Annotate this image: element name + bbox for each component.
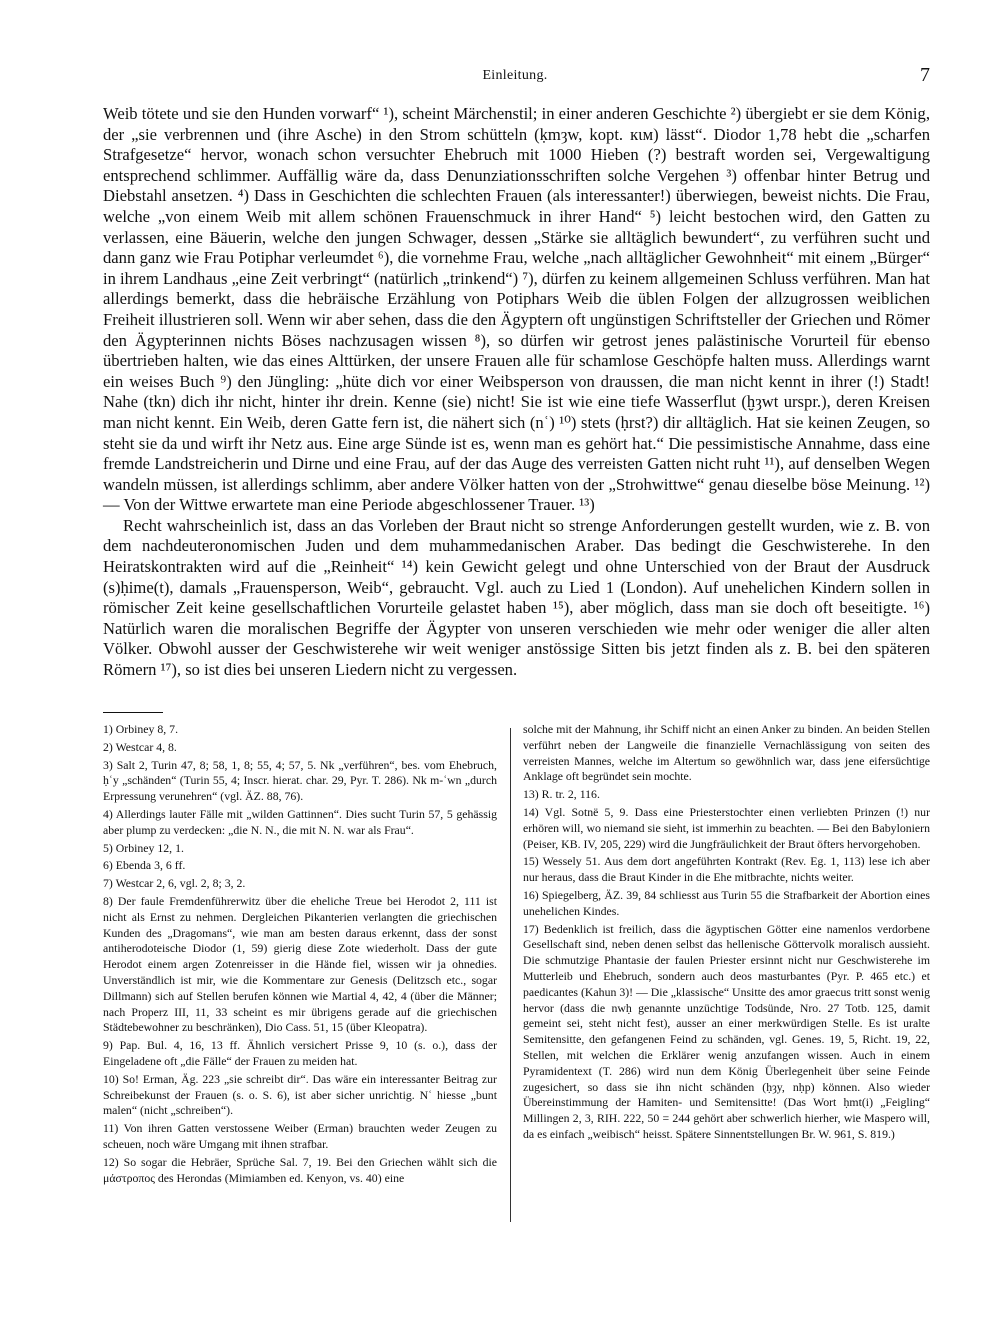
footnote: 5) Orbiney 12, 1. — [103, 840, 184, 855]
main-text — [103, 104, 930, 681]
footnotes-right-column — [523, 722, 930, 1145]
footnote: 6) Ebenda 3, 6 ff. — [103, 858, 186, 873]
paragraph: Weib tötete und sie den Hunden vorwarf“ ¹), scheint Märchenstil; in einer anderen Geschichte ²) übergiebt er sie dem König, der „sie verbrennen und (ihre Asche) in den Strom schütteln (ḳmȝw, kopt. кιм) lässt“. Diodor 1,78 hebt die „scharfen Strafgesetze“ hervor, wonach schon versuchter Ehebruch mit 1000 Hieben (?) bestraft worden sei, Vergewaltigung entsprechend schlimmer. Auffällig wäre da, dass Denunziationsschriften solche Vergehen ³) offenbar hinter Betrug und Diebstahl ansetzen. ⁴) Dass in Geschichten die schlechten Frauen (als interessanter!) überwiegen, beweist nichts. Die Frau, welche „von einem Weib mit allem schönen Frauenschmuck in ihrer Hand“ ⁵) leicht bestochen wird, den Gatten zu verlassen, eine Bäuerin, welche den jungen Schwager, dessen „Stärke sie alltäglich bewundert“, zu verführen sucht und dann ganz wie Frau Potiphar verleumdet ⁶), die vornehme Frau, welche „nach alltäglicher Gewohnheit“ mit einem „Bürger“ in ihrem Landhaus „eine Zeit verbringt“ (natürlich „trinkend“) ⁷), dürfen zu keinem allgemeinen Schluss verführen. Man hat allerdings bemerkt, dass die hebräische Erzählung von Potiphars Weib die üblen Folgen der allzugrossen weiblichen Freiheit illustrieren soll. Wenn wir aber sehen, dass die den Ägyptern oft ungünstigen Schriftsteller der Griechen und Römer den Ägypterinnen nichts Böses nachzusagen wissen ⁸), so dürfen wir getrost jenes palästinische Vorurteil für ebenso übertrieben halten, wie das eines Alttürken, der unsere Frauen alle für schamlose Geschöpfe halten muss. Allerdings warnt ein weises Buch ⁹) den Jüngling: „hüte dich vor einer Weibsperson von draussen, die man nicht kennt in ihrer (!) Stadt! Nahe (tkn) dich ihr nicht, hinter ihr drein. Kenne (sie) nicht! Sie ist wie eine tiefe Wasserflut (ḫȝwt urspr.), deren Kreisen man nicht kennt. Ein Weib, deren Gatte fern ist, die nähert sich (nʿ) ¹⁰) stets (ḥrst?) dir alltäglich. Hat sie keinen Zeugen, so steht sie da und wirft ihr Netz aus. Eine arge Sünde ist es, wenn man es gehört hat.“ Die pessimistische Annahme, dass eine fremde Landstreicherin und Dirne und eine Frau, auf der das Auge des verreisten Gatten nicht ruht ¹¹), auf denselben Wegen wandeln müssen, ist allerdings schlimm, aber andere Völker hatten von der „Strohwittwe“ genau dieselbe böse Meinung. ¹²) — Von der Wittwe erwartete man eine Periode abgeschlossener Trauer. ¹³) — [103, 104, 930, 515]
column-separator — [510, 728, 511, 1222]
footnote: 15) Wessely 51. Aus dem dort angeführten Kontrakt (Rev. Eg. 1, 113) lese ich aber nur heraus, dass die Braut Kinder in die Ehe mitbrachte, nichts weiter. — [523, 854, 930, 885]
footnote: 16) Spiegelberg, ÄZ. 39, 84 schliesst aus Turin 55 die Strafbarkeit der Abortion eines unehelichen Kindes. — [523, 887, 930, 918]
footnote: 3) Salt 2, Turin 47, 8; 58, 1, 8; 55, 4; 57, 5. Nk „verführen“, bes. vom Ehebruch, ḥʿy „schänden“ (Turin 55, 4; Inscr. hierat. char. 29, Pyr. T. 286). Nk m-ʿwn „durch Erpressung verunehren“ (vgl. ÄZ. 88, 76). — [103, 757, 497, 804]
running-title: Einleitung. — [482, 68, 548, 83]
paragraph: Recht wahrscheinlich ist, dass an das Vorleben der Braut nicht so strenge Anforderungen gestellt wurden, wie z. B. von dem nachdeuteronomischen Juden und dem muhammedanischen Araber. Das bedingt die Geschwisterehe. In den Heiratskontrakten wird auf die „Reinheit“ ¹⁴) kein Gewicht gelegt und ohne Unterschied von der Braut der Ausdruck (s)ḥime(t), damals „Frauensperson, Weib“, gebraucht. Vgl. auch zu Lied 1 (London). Auf unehelichen Kindern sollen in römischer Zeit keine gesellschaftlichen Vorurteile gelastet haben ¹⁵), aber möglich, dass man sie doch oft beseitigte. ¹⁶) Natürlich waren die moralischen Begriffe der Ägypter von unseren verschieden wie mehr oder weniger die aller alten Völker. Obwohl ausser der Geschwisterehe wir weit weniger anstössige Sitten bis jetzt finden als z. B. bei den späteren Römern ¹⁷), so ist dies bei unseren Liedern nicht zu vergessen. — [103, 515, 930, 680]
footnote: 9) Pap. Bul. 4, 16, 13 ff. Ähnlich versichert Prisse 9, 10 (s. o.), dass der Eingeladene oft „die Fälle“ der Frauen zu meiden hat. — [103, 1038, 497, 1068]
page-number: 7 — [920, 64, 930, 86]
footnote: 2) Westcar 4, 8. — [103, 739, 177, 754]
footnote: 7) Westcar 2, 6, vgl. 2, 8; 3, 2. — [103, 876, 246, 891]
footnote-rule — [103, 712, 163, 713]
footnote: 1) Orbiney 8, 7. — [103, 722, 179, 736]
page-header — [100, 64, 930, 92]
footnotes-left-column — [103, 722, 497, 1188]
footnote: 12) So sogar die Hebräer, Sprüche Sal. 7, 19. Bei den Griechen wählt sich die μάστροπος des Herondas (Mimiamben ed. Kenyon, vs. 40) eine — [103, 1154, 497, 1185]
footnote-continuation: solche mit der Mahnung, ihr Schiff nicht an einen Anker zu binden. An beiden Stellen verführt neben der Langweile die finanzielle Vernachlässigung von seiten des verreisten Mannes, welche im Altertum so gewöhnlich war, dass jene eifersüchtige Anklage oft begründet sein mochte. — [523, 722, 930, 784]
footnote: 13) R. tr. 2, 116. — [523, 787, 600, 802]
footnote: 10) So! Erman, Äg. 223 „sie schreibt dir“. Das wäre ein interessanter Beitrag zur Schreibekunst der Frauen (s. o. S. 6), ist aber sicher unrichtig. Nʿ hiesse „bunt malen“ (nicht „schreiben“). — [103, 1071, 497, 1118]
footnote: 14) Vgl. Sotnë 5, 9. Dass eine Priesterstochter einen verliebten Prinzen (!) nur erhören will, wo niemand sie sieht, ist immerhin zu beachten. — Bei den Babyloniern (Peiser, KB. IV, 205, 229) wird die Jungfräulichkeit der Braut öfters hervorgehoben. — [523, 804, 930, 851]
footnote: 11) Von ihren Gatten verstossene Weiber (Erman) brauchten weder Zeugen zu scheuen, noch wäre Umgang mit ihnen strafbar. — [103, 1121, 497, 1151]
footnote: 4) Allerdings lauter Fälle mit „wilden Gattinnen“. Dies sucht Turin 57, 5 gehässig aber plump zu verdecken: „die N. N., die mit N. N. war als Frau“. — [103, 806, 497, 837]
footnote: 17) Bedenklich ist freilich, dass die ägyptischen Götter eine namenlos verdorbene Gesellschaft sind, neben denen selbst das hellenische Göttervolk moralisch aussieht. Die schmutzige Phantasie der faulen Priester ersinnt nicht nur Geschwisterehe im Mutterleib und Ehebruch, sondern auch deos masturbantes (Pyr. P. 465 etc.) et paedicantes (Kahun 3)! — Die „klassische“ Unsitte des amor graecus tritt sonst wenig hervor (dass die nwḥ genannte unzüchtige Todsünde, Nro. 27 Totb. 125, damit gemeint sei, steht nicht fest), ausser an einer merkwürdigen Stelle. Es ist uralte Semitensitte, den gefangenen Feind zu schänden, vgl. Genes. 19, 5, Richt. 19, 22, Stellen, mit welchen die Erklärer wenig anzufangen wissen. Auch in einem Pyramidentext (T. 286) wird nun dem König Überlegenheit über seine Feinde zugesichert, so dass sie ihn nicht schänden (ḥȝy, nḥp) können. Also wieder Übereinstimmung der Hamiten- und Semitensitte! (Das Wort ḥmt(i) „Feigling“ Millingen 2, 3, RIH. 222, 50 = 244 gehört aber schwerlich hierher, wie Maspero will, da es einfach „weibisch“ heisst. Spätere Sinnentstellungen Br. W. 961, S. 819.) — [523, 921, 930, 1141]
footnote: 8) Der faule Fremdenführerwitz über die eheliche Treue bei Herodot 2, 111 ist nicht als Ernst zu nehmen. Dergleichen Pikanterien verlangten die griechischen Kunden des „Dragomans“, wie man am besten daraus erkennt, dass der sonst antiherodoteische Diodor (1, 59) gierig diese Zote wiederholt. Dass der gute Herodot einem argen Zotenreisser in die Hände fiel, wissen wir ja ohnedies. Unverständlich ist mir, wie die Kommentare zur Genesis (Delitzsch etc., sogar Dillmann) sich auf Stellen berufen können wie Martial 4, 42, 4 (über die Männer; nach Properz III, 11, 33 scheint es mir übrigens gerade auf die griechischen Städtebewohner zu beschränken), Dio Cass. 51, 15 (über Kleopatra). — [103, 893, 497, 1035]
